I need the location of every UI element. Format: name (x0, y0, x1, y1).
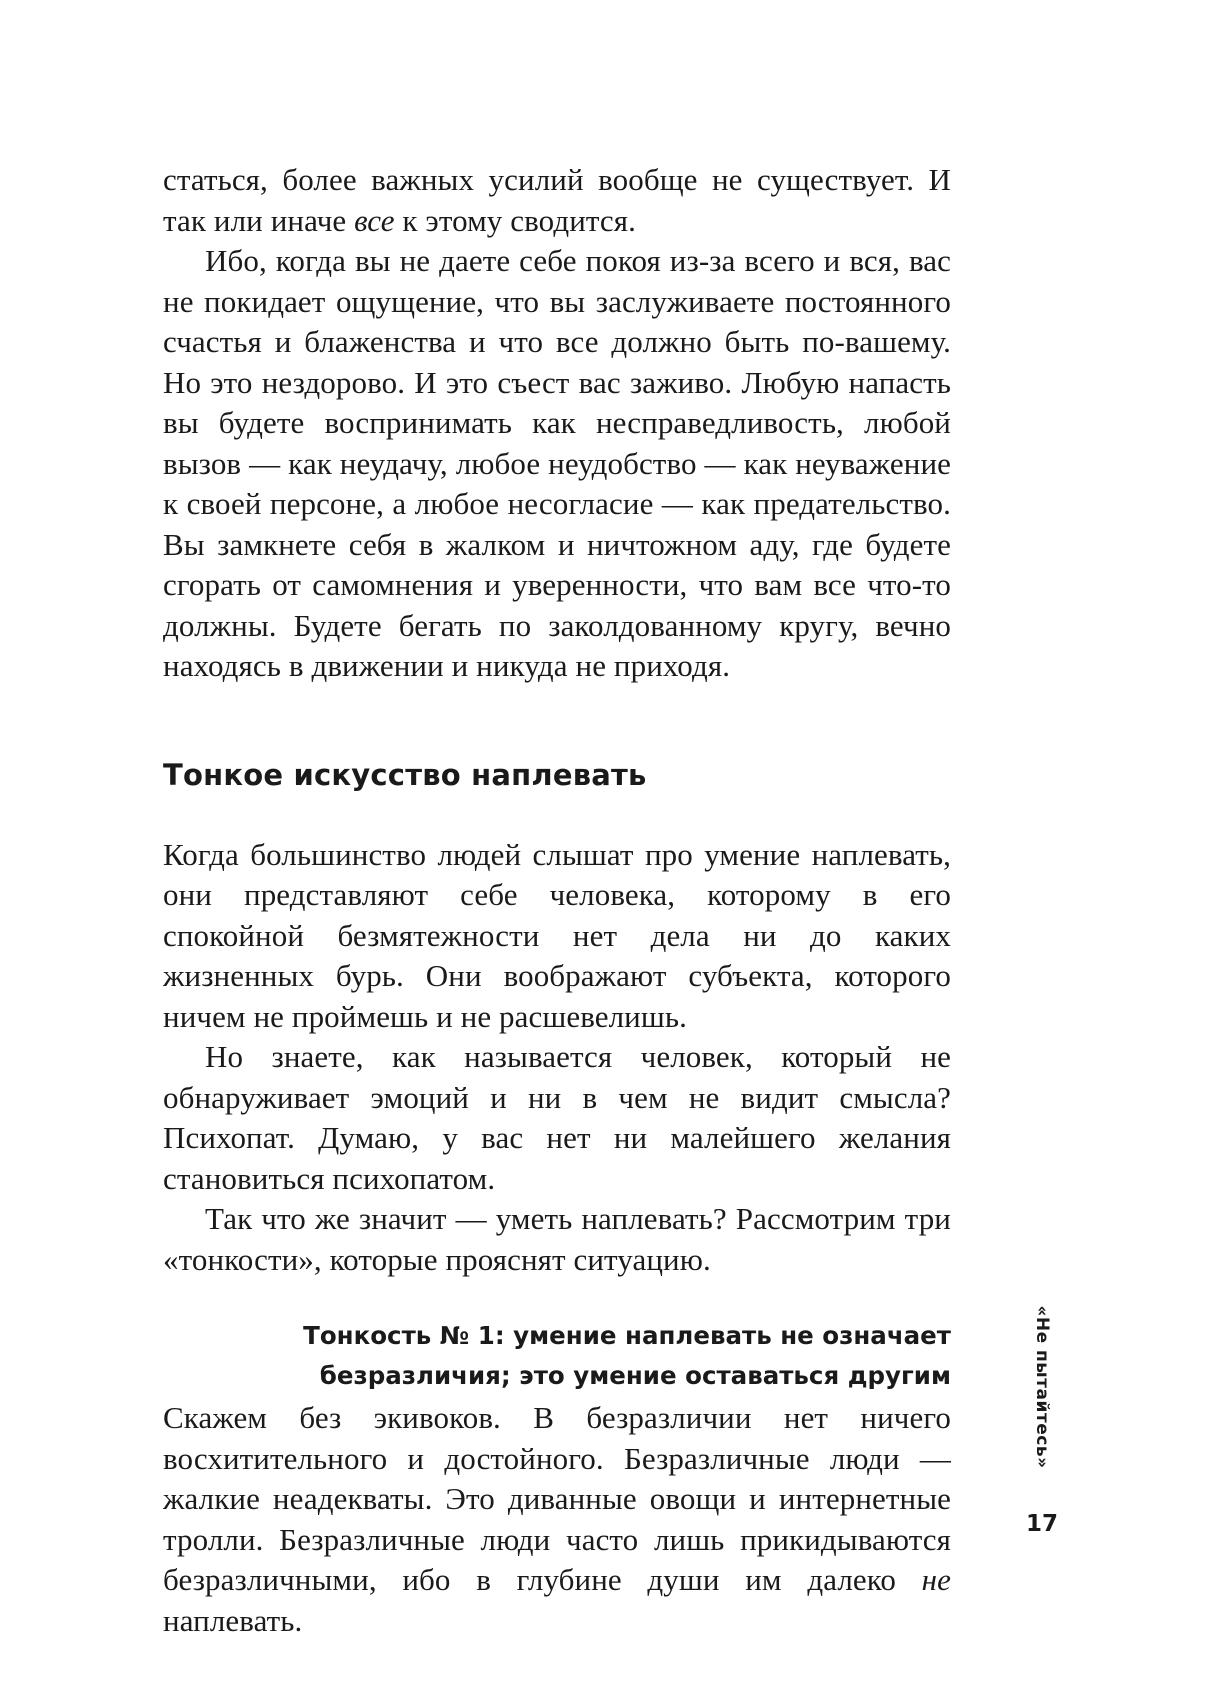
emphasis-text: все (354, 202, 395, 238)
paragraph: Когда большинство людей слышат про умение наплевать, они представляют себе человека, которому в его спокойной безмятежности нет дела ни до каких жизненных бурь. Они воображают субъекта, которого ничем не проймешь и не расшевелишь. (163, 836, 951, 1034)
paragraph-text-tail: наплевать. (163, 1602, 303, 1638)
emphasis-text: не (921, 1562, 951, 1597)
page-number: 17 (1025, 1511, 1058, 1537)
subsection-heading (163, 1316, 951, 1396)
running-head (1012, 1287, 1072, 1487)
paragraph-text-tail: к этому сводится. (394, 202, 636, 238)
section-heading: Тонкое искусство наплевать (163, 757, 647, 792)
paragraph-text: Скажем без экивоков. В безразличии нет ничего восхитительного и достойного. Безразличные люди — жалкие неадекваты. Это диванные овощи и интернетные тролли. Безразличные люди часто лишь прикидываются безразличными, ибо в глубине души им далеко (163, 1400, 951, 1597)
paragraph: Ибо, когда вы не даете себе покоя из-за всего и вся, вас не покидает ощущение, что вы заслуживаете постоянного счастья и блаженства и что все должно быть по-вашему. Но это нездорово. И это съест вас заживо. Любую напасть вы будете воспринимать как несправедливость, любой вызов — как неудачу, любое неудобство — как неуважение к своей персоне, а любое несогласие — как предательство. Вы замкнете себя в жалком и ничтожном аду, где будете сгорать от самомнения и уверенности, что вам все что-то должны. Будете бегать по заколдованному кругу, вечно находясь в движении и никуда не приходя. (163, 243, 951, 683)
running-head-text: «Не пытайтесь» (1032, 1305, 1052, 1469)
paragraph-text: статься, более важных усилий вообще не существует. И так или иначе (163, 162, 951, 238)
paragraph (163, 1398, 951, 1641)
text-column (163, 160, 951, 1641)
paragraph-continued (163, 160, 951, 241)
subsection-heading-line-2: безразличия; это умение оставаться другим (319, 1361, 951, 1390)
paragraph: Так что же значит — уметь наплевать? Рассмотрим три «тонкости», которые прояснят ситуацию. (163, 1201, 951, 1277)
subsection-heading-line-1: Тонкость № 1: умение наплевать не означает (303, 1321, 951, 1350)
paragraph: Но знаете, как называется человек, который не обнаруживает эмоций и ни в чем не видит смысла? Психопат. Думаю, у вас нет ни малейшего желания становиться психопатом. (163, 1039, 951, 1196)
